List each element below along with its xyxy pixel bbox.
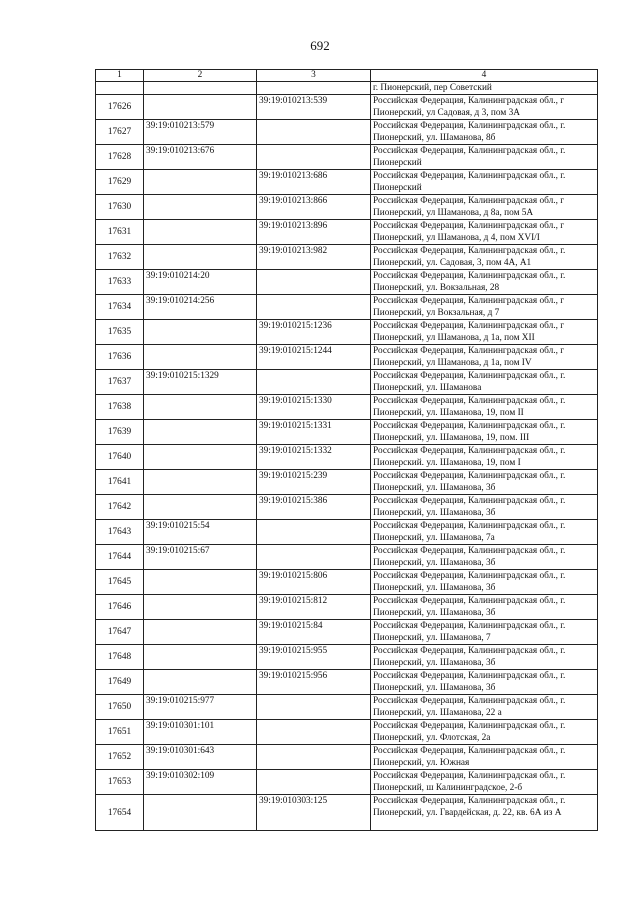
row-number: 17654 [96, 795, 144, 831]
row-number: 17637 [96, 370, 144, 395]
cadastral-number-col3: 39:19:010215:955 [257, 645, 371, 670]
cadastral-number-col3: 39:19:010215:84 [257, 620, 371, 645]
address-cell: Российская Федерация, Калининградская обл., г Пионерский, ул Шаманова, д 1а, пом XII [371, 320, 598, 345]
address-cell: Российская Федерация, Калининградская обл., г. Пионерский, ул. Шаманова, 3б [371, 645, 598, 670]
address-cell: Российская Федерация, Калининградская обл., г. Пионерский, ул. Шаманова, 3б [371, 670, 598, 695]
table-row [96, 520, 598, 545]
cadastral-number-col3: 39:19:010215:1331 [257, 420, 371, 445]
cadastral-number-col3 [257, 545, 371, 570]
row-number: 17635 [96, 320, 144, 345]
cadastral-number-col3 [257, 120, 371, 145]
address-cell: г. Пионерский, пер Советский [371, 82, 598, 95]
cadastral-number-col3 [257, 720, 371, 745]
cadastral-number-col2: 39:19:010213:579 [144, 120, 257, 145]
row-number: 17636 [96, 345, 144, 370]
cadastral-number-col3 [257, 145, 371, 170]
cadastral-number-col3 [257, 82, 371, 95]
address-cell: Российская Федерация, Калининградская обл., г Пионерский, ул Шаманова, д 8а, пом 5А [371, 195, 598, 220]
row-number: 17632 [96, 245, 144, 270]
cadastral-number-col3: 39:19:010215:812 [257, 595, 371, 620]
continuation-row [96, 82, 598, 95]
cadastral-number-col3: 39:19:010303:125 [257, 795, 371, 831]
table-row [96, 120, 598, 145]
cadastral-number-col2 [144, 445, 257, 470]
address-cell: Российская Федерация, Калининградская обл., г. Пионерский, ул. Шаманова, 8б [371, 120, 598, 145]
cadastral-number-col2 [144, 570, 257, 595]
row-number: 17628 [96, 145, 144, 170]
row-number: 17627 [96, 120, 144, 145]
row-number: 17630 [96, 195, 144, 220]
header-cell-1: 1 [96, 70, 144, 82]
address-cell: Российская Федерация, Калининградская обл., г. Пионерский, ул. Шаманова, 3б [371, 570, 598, 595]
address-cell: Российская Федерация, Калининградская обл., г. Пионерский, ул. Шаманова, 3б [371, 545, 598, 570]
address-cell: Российская Федерация, Калининградская обл., г. Пионерский, ш Калининградское, 2-б [371, 770, 598, 795]
header-cell-4: 4 [371, 70, 598, 82]
table-row [96, 445, 598, 470]
table-row [96, 795, 598, 831]
address-cell: Российская Федерация, Калининградская обл., г. Пионерский, ул. Южная [371, 745, 598, 770]
row-number: 17652 [96, 745, 144, 770]
registry-table [95, 69, 598, 831]
table-row [96, 145, 598, 170]
cadastral-number-col3: 39:19:010213:866 [257, 195, 371, 220]
address-cell: Российская Федерация, Калининградская обл., г. Пионерский, ул. Вокзальная, 28 [371, 270, 598, 295]
table-row [96, 495, 598, 520]
cadastral-number-col2: 39:19:010215:54 [144, 520, 257, 545]
address-cell: Российская Федерация, Калининградская обл., г. Пионерский [371, 145, 598, 170]
row-number: 17641 [96, 470, 144, 495]
cadastral-number-col3: 39:19:010215:1332 [257, 445, 371, 470]
row-number: 17626 [96, 95, 144, 120]
cadastral-number-col2 [144, 220, 257, 245]
cadastral-number-col2 [144, 595, 257, 620]
cadastral-number-col2 [144, 345, 257, 370]
row-number: 17640 [96, 445, 144, 470]
cadastral-number-col3: 39:19:010215:1244 [257, 345, 371, 370]
header-row [96, 70, 598, 82]
cadastral-number-col3: 39:19:010215:956 [257, 670, 371, 695]
table-row [96, 695, 598, 720]
row-number: 17645 [96, 570, 144, 595]
cadastral-number-col3: 39:19:010213:896 [257, 220, 371, 245]
row-number: 17646 [96, 595, 144, 620]
cadastral-number-col3: 39:19:010213:539 [257, 95, 371, 120]
cadastral-number-col2 [144, 795, 257, 831]
cadastral-number-col2: 39:19:010215:1329 [144, 370, 257, 395]
cadastral-number-col3 [257, 770, 371, 795]
row-number: 17633 [96, 270, 144, 295]
cadastral-number-col3 [257, 270, 371, 295]
row-number: 17647 [96, 620, 144, 645]
cadastral-number-col2 [144, 195, 257, 220]
table-row [96, 295, 598, 320]
address-cell: Российская Федерация, Калининградская обл., г Пионерский, ул Шаманова, д 1а, пом IV [371, 345, 598, 370]
table-row [96, 470, 598, 495]
table-row [96, 245, 598, 270]
table-row [96, 545, 598, 570]
row-number [96, 82, 144, 95]
header-cell-3: 3 [257, 70, 371, 82]
row-number: 17639 [96, 420, 144, 445]
address-cell: Российская Федерация, Калининградская обл., г Пионерский, ул Вокзальная, д 7 [371, 295, 598, 320]
cadastral-number-col3: 39:19:010215:1236 [257, 320, 371, 345]
address-cell: Российская Федерация, Калининградская обл., г. Пионерский, ул. Шаманова [371, 370, 598, 395]
table-row [96, 770, 598, 795]
address-cell: Российская Федерация, Калининградская обл., г. Пионерский. ул. Шаманова, 19, пом I [371, 445, 598, 470]
row-number: 17634 [96, 295, 144, 320]
cadastral-number-col2 [144, 170, 257, 195]
cadastral-number-col2: 39:19:010301:643 [144, 745, 257, 770]
address-cell: Российская Федерация, Калининградская обл., г. Пионерский, ул. Садовая, 3, пом 4А, А1 [371, 245, 598, 270]
cadastral-number-col2 [144, 420, 257, 445]
table-row [96, 195, 598, 220]
cadastral-number-col2: 39:19:010215:977 [144, 695, 257, 720]
cadastral-number-col3: 39:19:010213:982 [257, 245, 371, 270]
address-cell: Российская Федерация, Калининградская обл., г Пионерский, ул Садовая, д 3, пом 3А [371, 95, 598, 120]
table-row [96, 645, 598, 670]
cadastral-number-col3: 39:19:010215:806 [257, 570, 371, 595]
row-number: 17631 [96, 220, 144, 245]
row-number: 17642 [96, 495, 144, 520]
cadastral-number-col2 [144, 320, 257, 345]
address-cell: Российская Федерация, Калининградская обл., г. Пионерский, ул. Шаманова, 3б [371, 495, 598, 520]
table-row [96, 420, 598, 445]
cadastral-number-col3: 39:19:010215:239 [257, 470, 371, 495]
address-cell: Российская Федерация, Калининградская обл., г. Пионерский, ул. Шаманова, 3б [371, 595, 598, 620]
table-row [96, 595, 598, 620]
cadastral-number-col2 [144, 620, 257, 645]
row-number: 17643 [96, 520, 144, 545]
row-number: 17638 [96, 395, 144, 420]
cadastral-number-col3 [257, 520, 371, 545]
cadastral-number-col2 [144, 495, 257, 520]
address-cell: Российская Федерация, Калининградская обл., г. Пионерский, ул. Шаманова, 3б [371, 470, 598, 495]
address-cell: Российская Федерация, Калининградская обл., г. Пионерский, ул. Шаманова, 19, пом. III [371, 420, 598, 445]
cadastral-number-col2: 39:19:010213:676 [144, 145, 257, 170]
address-cell: Российская Федерация, Калининградская обл., г. Пионерский, ул. Шаманова, 7 [371, 620, 598, 645]
table-row [96, 720, 598, 745]
address-cell: Российская Федерация, Калининградская обл., г. Пионерский [371, 170, 598, 195]
cadastral-number-col2: 39:19:010214:20 [144, 270, 257, 295]
page-number: 692 [310, 38, 330, 53]
table-row [96, 320, 598, 345]
table-row [96, 220, 598, 245]
cadastral-number-col2: 39:19:010302:109 [144, 770, 257, 795]
table-row [96, 170, 598, 195]
cadastral-number-col3 [257, 695, 371, 720]
table-row [96, 395, 598, 420]
table-row [96, 620, 598, 645]
address-cell: Российская Федерация, Калининградская обл., г. Пионерский, ул. Гвардейская, д. 22, кв. 6А из А [371, 795, 598, 831]
cadastral-number-col2 [144, 95, 257, 120]
table-row [96, 570, 598, 595]
cadastral-number-col2 [144, 82, 257, 95]
cadastral-number-col2: 39:19:010301:101 [144, 720, 257, 745]
table-row [96, 270, 598, 295]
header-cell-2: 2 [144, 70, 257, 82]
address-cell: Российская Федерация, Калининградская обл., г. Пионерский, ул. Шаманова, 22 а [371, 695, 598, 720]
cadastral-number-col3: 39:19:010213:686 [257, 170, 371, 195]
table-row [96, 745, 598, 770]
row-number: 17629 [96, 170, 144, 195]
table-row [96, 345, 598, 370]
address-cell: Российская Федерация, Калининградская обл., г Пионерский, ул Шаманова, д 4, пом XVI/I [371, 220, 598, 245]
table-row [96, 370, 598, 395]
cadastral-number-col2 [144, 670, 257, 695]
cadastral-number-col3 [257, 370, 371, 395]
row-number: 17649 [96, 670, 144, 695]
cadastral-number-col3: 39:19:010215:386 [257, 495, 371, 520]
row-number: 17650 [96, 695, 144, 720]
table-row [96, 95, 598, 120]
cadastral-number-col2: 39:19:010215:67 [144, 545, 257, 570]
address-cell: Российская Федерация, Калининградская обл., г. Пионерский, ул. Шаманова, 7а [371, 520, 598, 545]
row-number: 17648 [96, 645, 144, 670]
row-number: 17651 [96, 720, 144, 745]
table-row [96, 670, 598, 695]
cadastral-number-col3: 39:19:010215:1330 [257, 395, 371, 420]
cadastral-number-col2 [144, 645, 257, 670]
row-number: 17653 [96, 770, 144, 795]
cadastral-number-col3 [257, 745, 371, 770]
row-number: 17644 [96, 545, 144, 570]
cadastral-number-col2 [144, 395, 257, 420]
address-cell: Российская Федерация, Калининградская обл., г. Пионерский, ул. Флотская, 2а [371, 720, 598, 745]
cadastral-number-col3 [257, 295, 371, 320]
cadastral-number-col2 [144, 470, 257, 495]
address-cell: Российская Федерация, Калининградская обл., г. Пионерский, ул. Шаманова, 19, пом II [371, 395, 598, 420]
cadastral-number-col2 [144, 245, 257, 270]
cadastral-number-col2: 39:19:010214:256 [144, 295, 257, 320]
